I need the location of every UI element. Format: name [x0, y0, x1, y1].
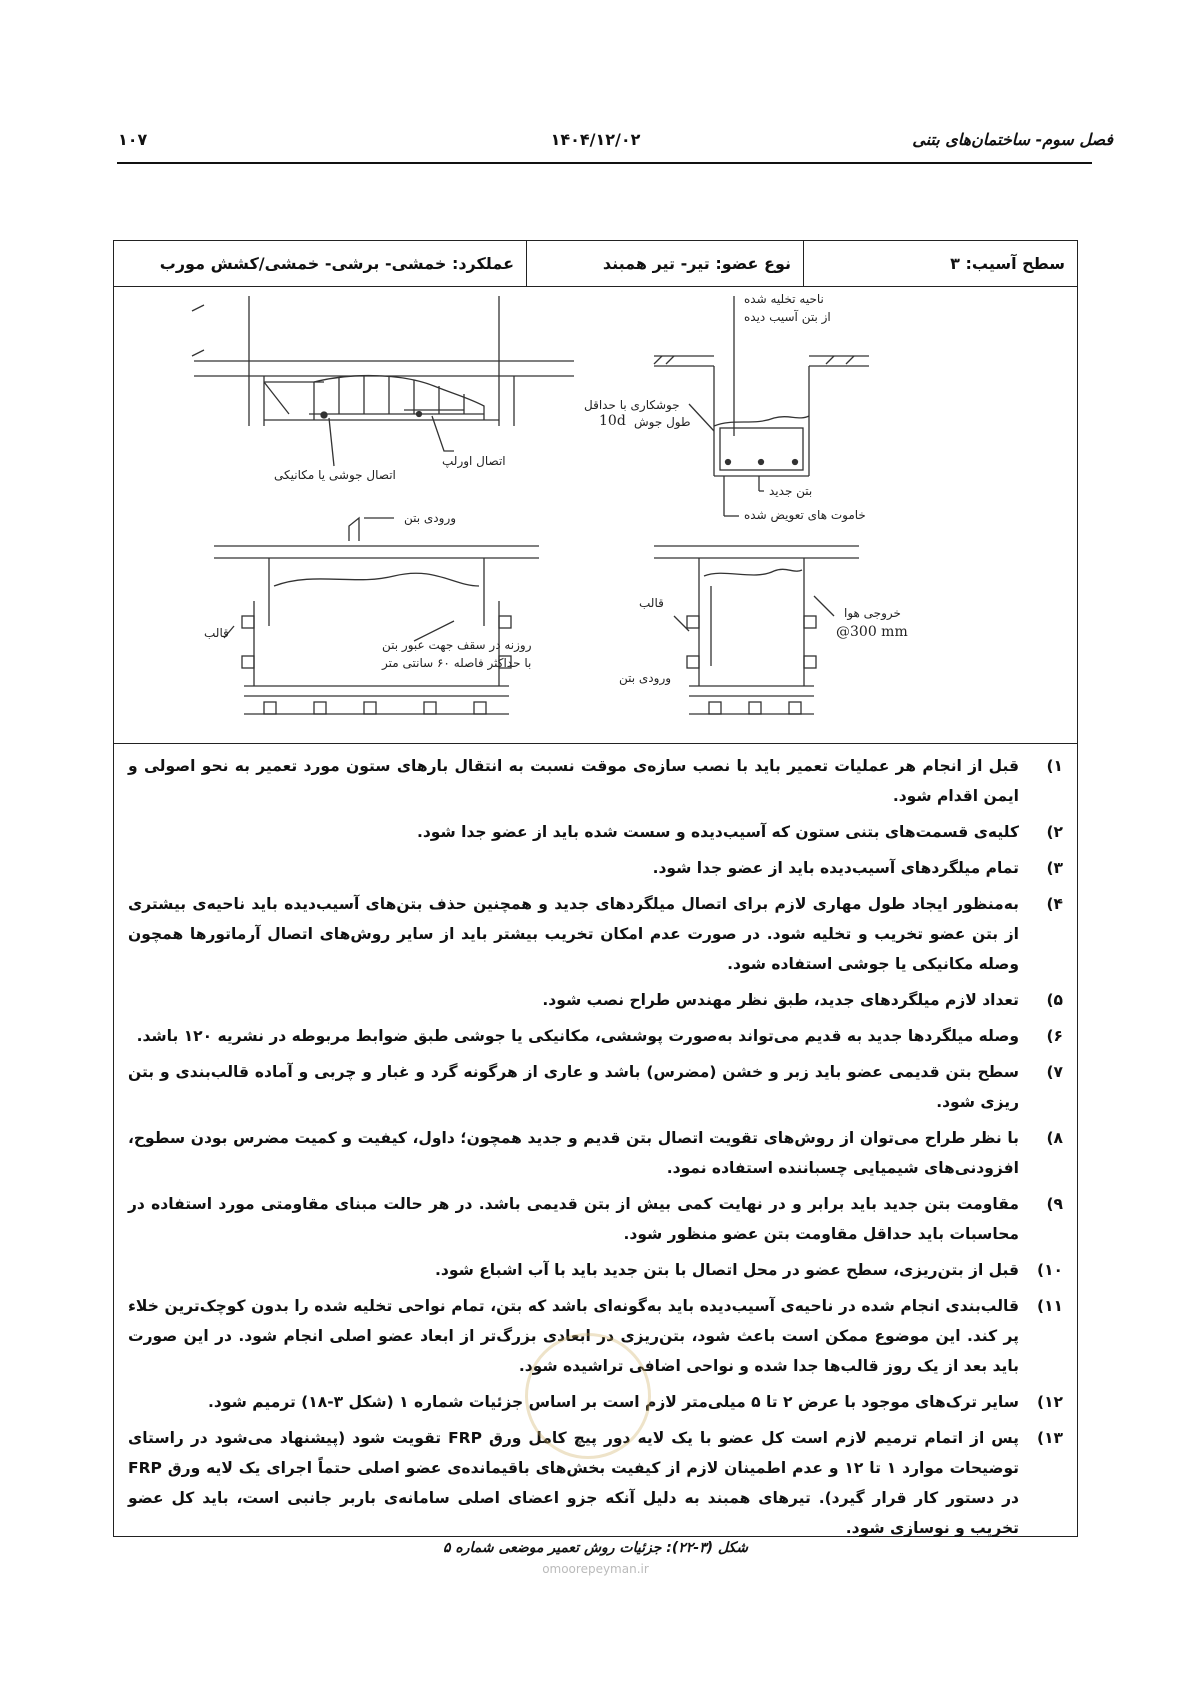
chapter-title: فصل سوم- ساختمان‌های بتنی — [912, 130, 1113, 149]
step-number: ۵) — [1046, 991, 1063, 1009]
label-opening-1: روزنه در سقف جهت عبور بتن — [382, 638, 532, 652]
label-lap-splice: اتصال اورلپ — [442, 454, 506, 468]
label-new-concrete: بتن جدید — [769, 484, 813, 498]
watermark-text: omoorepeyman.ir — [542, 1562, 649, 1576]
step-number: ۱۲) — [1036, 1393, 1063, 1411]
step-text: سایر ترک‌های موجود با عرض ۲ تا ۵ میلی‌متر لازم است بر اساس جزئیات شماره ۱ (شکل ۳-۱۸) ترمیم شود. — [208, 1393, 1019, 1411]
label-welded-mech: اتصال جوشی یا مکانیکی — [274, 468, 396, 482]
step-text: تعداد لازم میلگردهای جدید، طبق نظر مهندس طراح نصب شود. — [542, 991, 1019, 1009]
watermark-seal — [525, 1333, 651, 1459]
step-number: ۷) — [1046, 1063, 1063, 1081]
label-weld-length: 10d — [599, 413, 626, 429]
step-number: ۱) — [1046, 757, 1063, 775]
step-item — [128, 1123, 1063, 1183]
step-text: پس از اتمام ترمیم لازم است کل عضو با یک لایه دور پیچ کامل ورق FRP تقویت شود (پیشنهاد می‌شود در راستای توضیحات موارد ۱ تا ۱۲ و عدم اطمینان لازم از کیفیت بخش‌های باقیمانده‌ی عضو اصلی حتماً اجرای یک لایه ورق FRP در دستور کار قرار گیرد). تیرهای همبند به دلیل آنکه جزو اعضای اصلی سامانه‌ی باربر جانبی است، باید کل عضو تخریب و نوسازی شود. — [128, 1429, 1019, 1537]
label-evacuated-2: از بتن آسیب دیده — [744, 310, 831, 324]
step-item — [128, 889, 1063, 979]
step-text: قبل از انجام هر عملیات تعمیر باید با نصب سازه‌ی موقت نسبت به انتقال بارهای ستون مورد تعمیر به نحو اصولی و ایمن اقدام شود. — [128, 757, 1019, 805]
label-concrete-inlet-top: ورودی بتن — [404, 511, 457, 525]
damage-level-cell: سطح آسیب: ۳ — [803, 241, 1077, 286]
step-number: ۸) — [1046, 1129, 1063, 1147]
formwork-air-outlet-drawing — [654, 546, 859, 714]
step-item — [128, 817, 1063, 847]
member-type-cell: نوع عضو: تیر- تیر همبند — [526, 241, 803, 286]
step-text: به‌منظور ایجاد طول مهاری لازم برای اتصال میلگردهای جدید و همچنین حذف بتن‌های آسیب‌دیده باید ناحیه‌ی بیشتری از بتن عضو تخریب و تخلیه شود. در صورت عدم امکان تخریب بیشتر باید از سایر روش‌های اتصال آرماتورها همچون وصله مکانیکی یا جوشی استفاده شود. — [128, 895, 1019, 973]
page-number: ۱۰۷ — [118, 130, 148, 149]
step-text: مقاومت بتن جدید باید برابر و در نهایت کمی بیش از بتن قدیمی باشد. در هر حالت مبنای مقاومتی مورد استفاده در محاسبات باید حداقل مقاومت بتن عضو منظور شود. — [128, 1195, 1019, 1243]
beam-splice-drawing — [192, 296, 574, 466]
step-item — [128, 985, 1063, 1015]
beam-section-drawing — [654, 296, 869, 516]
label-formwork-right: قالب — [639, 596, 664, 610]
step-number: ۲) — [1046, 823, 1063, 841]
step-item — [128, 1057, 1063, 1117]
step-item — [128, 751, 1063, 811]
step-number: ۴) — [1046, 895, 1063, 913]
step-item — [128, 1189, 1063, 1249]
step-text: قبل از بتن‌ریزی، سطح عضو در محل اتصال با بتن جدید باید با آب اشباع شود. — [435, 1261, 1019, 1279]
repair-drawings — [114, 286, 1076, 743]
label-spacing: @300 mm — [836, 624, 908, 640]
label-air-outlet: خروجی هوا — [844, 606, 901, 620]
step-text: سطح بتن قدیمی عضو باید زبر و خشن (مضرس) باشد و عاری از هرگونه گرد و غبار و چربی و آماده قالب‌بندی و بتن ریزی شود. — [128, 1063, 1019, 1111]
formwork-opening-drawing — [214, 518, 539, 714]
function-cell: عملکرد: خمشی- برشی- خمشی/کشش مورب — [159, 254, 514, 273]
step-number: ۹) — [1046, 1195, 1063, 1213]
step-item — [128, 1255, 1063, 1285]
label-opening-2: با حداکثر فاصله ۶۰ سانتی متر — [382, 656, 532, 670]
label-weld-1: جوشکاری با حداقل — [584, 398, 680, 412]
figure-caption: شکل (۳-۲۲): جزئیات روش تعمیر موضعی شماره ۵ — [443, 1540, 748, 1556]
header-date: ۱۴۰۴/۱۲/۰۲ — [550, 130, 641, 149]
step-text: قالب‌بندی انجام شده در ناحیه‌ی آسیب‌دیده باید به‌گونه‌ای باشد که بتن، تمام نواحی تخلیه شده را بدون کوچک‌ترین خلاء پر کند. این موضوع ممکن است باعث شود، بتن‌ریزی در ابعادی بزرگ‌تر از ابعاد عضو اصلی انجام شود. در این صورت باید بعد از یک روز قالب‌ها جدا شده و نواحی اضافی تراشیده شود. — [128, 1297, 1019, 1375]
step-item — [128, 1021, 1063, 1051]
label-weld-2: طول جوش — [634, 415, 691, 429]
step-number: ۱۱) — [1036, 1297, 1063, 1315]
header-rule — [117, 162, 1092, 164]
step-number: ۱۳) — [1036, 1429, 1063, 1447]
label-evacuated-1: ناحیه تخلیه شده — [744, 292, 824, 306]
step-text: کلیه‌ی قسمت‌های بتنی ستون که آسیب‌دیده و سست شده باید از عضو جدا شود. — [416, 823, 1019, 841]
step-number: ۱۰) — [1036, 1261, 1063, 1279]
step-item — [128, 853, 1063, 883]
step-text: وصله میلگردها جدید به قدیم می‌تواند به‌صورت پوششی، مکانیکی یا جوشی طبق ضوابط مربوطه در نشریه ۱۲۰ باشد. — [136, 1027, 1019, 1045]
label-concrete-inlet-bottom: ورودی بتن — [619, 671, 672, 685]
step-number: ۶) — [1046, 1027, 1063, 1045]
label-replaced-ties: خاموت های تعویض شده — [744, 508, 866, 522]
table-header-row — [114, 241, 1077, 287]
repair-detail-figure — [114, 286, 1077, 744]
step-text: با نظر طراح می‌توان از روش‌های تقویت اتصال بتن قدیم و جدید همچون؛ داول، کیفیت و کمیت مضرس بودن سطوح، افزودنی‌های شیمیایی چسباننده استفاده نمود. — [128, 1129, 1019, 1177]
label-formwork-left: قالب — [204, 626, 229, 640]
step-text: تمام میلگردهای آسیب‌دیده باید از عضو جدا شود. — [652, 859, 1019, 877]
step-number: ۳) — [1046, 859, 1063, 877]
